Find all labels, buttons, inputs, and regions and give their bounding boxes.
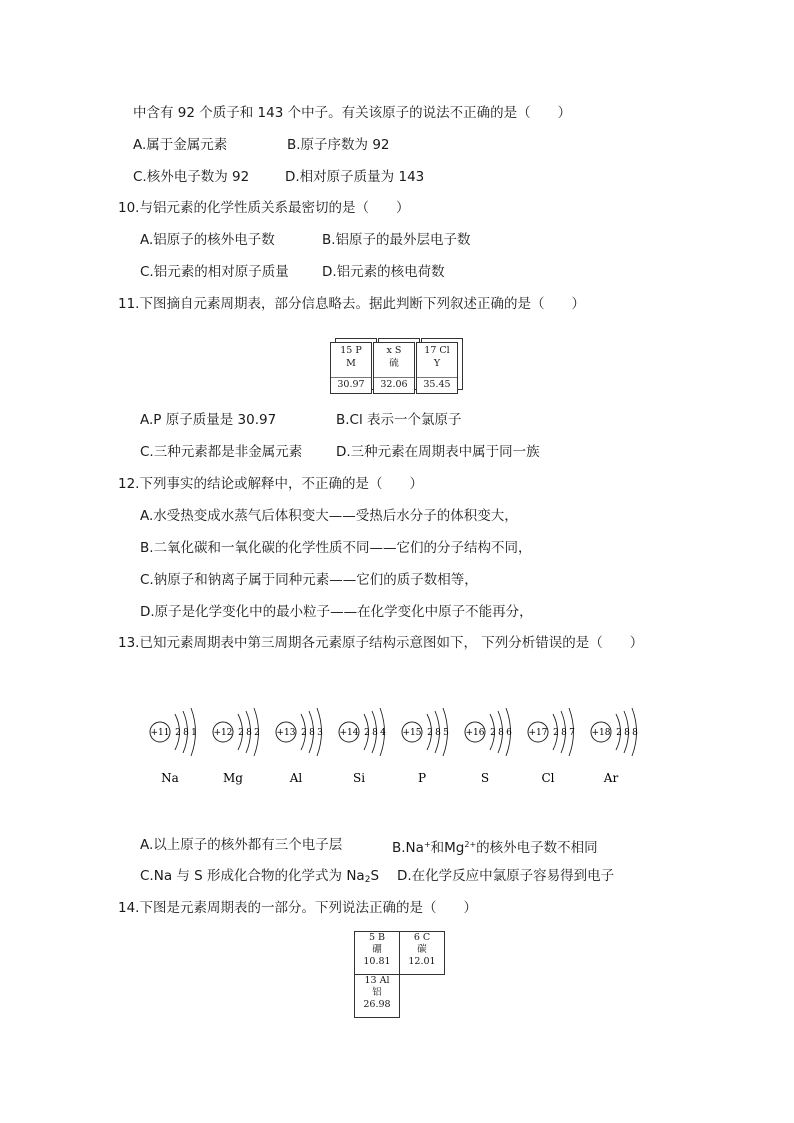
q13-c-sub: 2: [364, 875, 371, 885]
q11-tile-s: [373, 342, 415, 394]
q11-option-d: D.三种元素在周期表中属于同一族: [336, 444, 540, 460]
q13-b-sup1: +: [423, 840, 431, 849]
electron-count: 2: [364, 728, 370, 738]
q14-stem: 14.下图是元素周期表的一部分。下列说法正确的是（ ）: [118, 900, 477, 916]
q13-b-pre: B.Na: [392, 840, 424, 856]
electron-count: 1: [191, 728, 197, 738]
electron-count: 7: [569, 728, 575, 738]
q11-stem: 11.下图摘自元素周期表，部分信息略去。据此判断下列叙述正确的是（ ）: [118, 296, 585, 312]
tile-name: M: [346, 358, 356, 369]
q13-option-d: D.在化学反应中氯原子容易得到电子: [397, 868, 615, 884]
electron-count: 8: [624, 728, 630, 738]
electron-count: 2: [238, 728, 244, 738]
tile-number-symbol: 17 Cl: [424, 345, 450, 356]
q12-option-a: A.水受热变成水蒸气后体积变大——受热后水分子的体积变大，: [140, 508, 518, 524]
q13-option-b: [392, 836, 598, 857]
q10-option-d: D.铝元素的核电荷数: [322, 264, 445, 280]
tile-name: 铝: [372, 987, 382, 998]
nucleus-charge: +13: [276, 728, 296, 738]
q13-b-sup2: 2+: [464, 840, 477, 849]
q12-option-c: C.钠原子和钠离子属于同种元素——它们的质子数相等，: [140, 572, 478, 588]
q10-option-a: A.铝原子的核外电子数: [140, 232, 275, 248]
tile-mass: 10.81: [363, 956, 391, 967]
tile-mass: 26.98: [363, 999, 391, 1010]
q9-option-c: C.核外电子数为 92: [133, 169, 250, 185]
element-symbol: Si: [352, 771, 366, 785]
electron-count: 8: [246, 728, 252, 738]
element-symbol: Ar: [603, 771, 619, 785]
nucleus-charge: +11: [150, 728, 170, 738]
atomic-structure-diagram: [140, 696, 640, 788]
q9-option-b: B.原子序数为 92: [287, 137, 390, 153]
electron-count: 2: [553, 728, 559, 738]
tile-number-symbol: 6 C: [413, 932, 431, 943]
electron-count: 2: [254, 728, 260, 738]
element-symbol: Na: [161, 771, 179, 785]
atom-s: [465, 708, 512, 785]
q12-option-d: D.原子是化学变化中的最小粒子——在化学变化中原子不能再分，: [140, 604, 533, 620]
electron-count: 8: [498, 728, 504, 738]
electron-count: 8: [632, 728, 638, 738]
atom-mg: [213, 708, 260, 785]
tile-mass: 32.06: [374, 377, 414, 391]
q10-option-c: C.铝元素的相对原子质量: [140, 264, 289, 280]
q11-option-c: C.三种元素都是非金属元素: [140, 444, 303, 460]
electron-count: 8: [309, 728, 315, 738]
electron-count: 8: [183, 728, 189, 738]
tile-name: 硫: [389, 358, 399, 369]
electron-count: 5: [443, 728, 449, 738]
q10-option-b: B.铝原子的最外层电子数: [322, 232, 471, 248]
q13-b-mid: 和Mg: [430, 840, 465, 856]
q11-option-a: A.P 原子质量是 30.97: [140, 412, 277, 428]
atom-p: [402, 708, 449, 785]
atom-na: [150, 708, 197, 785]
tile-mass: 12.01: [408, 956, 436, 967]
q13-option-c: [140, 867, 379, 889]
q14-tile-al: [354, 974, 400, 1018]
atom-cl: [528, 708, 575, 785]
q11-tile-p: [330, 342, 372, 394]
tile-number-symbol: 13 Al: [364, 975, 390, 986]
q9-option-d: D.相对原子质量为 143: [285, 169, 425, 185]
tile-number-symbol: 15 P: [340, 345, 362, 356]
atom-si: [339, 708, 386, 785]
q14-tile-b: [354, 931, 400, 975]
electron-count: 4: [380, 728, 386, 738]
q13-c-pre: C.Na 与 S 形成化合物的化学式为 Na: [140, 868, 365, 884]
atom-al: [276, 708, 323, 785]
tile-name: Y: [433, 358, 441, 369]
electron-count: 2: [301, 728, 307, 738]
q10-stem: 10.与铝元素的化学性质关系最密切的是（ ）: [118, 200, 410, 216]
q13-b-post: 的核外电子数不相同: [476, 840, 598, 856]
nucleus-charge: +15: [402, 728, 422, 738]
q11-tile-cl: [416, 342, 458, 394]
electron-count: 8: [435, 728, 441, 738]
nucleus-charge: +18: [591, 728, 611, 738]
atom-ar: [591, 708, 638, 785]
tile-mass: 30.97: [331, 377, 371, 391]
electron-count: 6: [506, 728, 512, 738]
q12-option-b: B.二氧化碳和一氧化碳的化学性质不同——它们的分子结构不同，: [140, 540, 532, 556]
tile-mass: 35.45: [417, 377, 457, 391]
q9-stem: 中含有 92 个质子和 143 个中子。有关该原子的说法不正确的是（ ）: [133, 105, 572, 121]
electron-count: 2: [427, 728, 433, 738]
nucleus-charge: +14: [339, 728, 359, 738]
element-symbol: S: [480, 771, 490, 785]
electron-count: 2: [175, 728, 181, 738]
tile-name: 碳: [417, 944, 427, 955]
q13-stem: 13.已知元素周期表中第三周期各元素原子结构示意图如下， 下列分析错误的是（ ）: [118, 635, 644, 651]
tile-number-symbol: x S: [386, 345, 402, 356]
electron-count: 8: [372, 728, 378, 738]
element-symbol: Mg: [223, 771, 243, 785]
element-symbol: Al: [289, 771, 303, 785]
electron-count: 3: [317, 728, 323, 738]
q13-option-a: A.以上原子的核外都有三个电子层: [140, 837, 343, 853]
q14-tile-c: [399, 931, 445, 975]
electron-count: 8: [561, 728, 567, 738]
q9-option-a: A.属于金属元素: [133, 137, 228, 153]
q11-option-b: B.Cl 表示一个氯原子: [336, 412, 462, 428]
electron-count: 2: [616, 728, 622, 738]
nucleus-charge: +16: [465, 728, 485, 738]
electron-count: 2: [490, 728, 496, 738]
tile-number-symbol: 5 B: [368, 932, 386, 943]
nucleus-charge: +17: [528, 728, 548, 738]
q13-c-post: S: [370, 868, 380, 884]
nucleus-charge: +12: [213, 728, 233, 738]
tile-name: 硼: [372, 944, 382, 955]
element-symbol: P: [417, 771, 427, 785]
element-symbol: Cl: [541, 771, 555, 785]
q12-stem: 12.下列事实的结论或解释中，不正确的是（ ）: [118, 476, 423, 492]
